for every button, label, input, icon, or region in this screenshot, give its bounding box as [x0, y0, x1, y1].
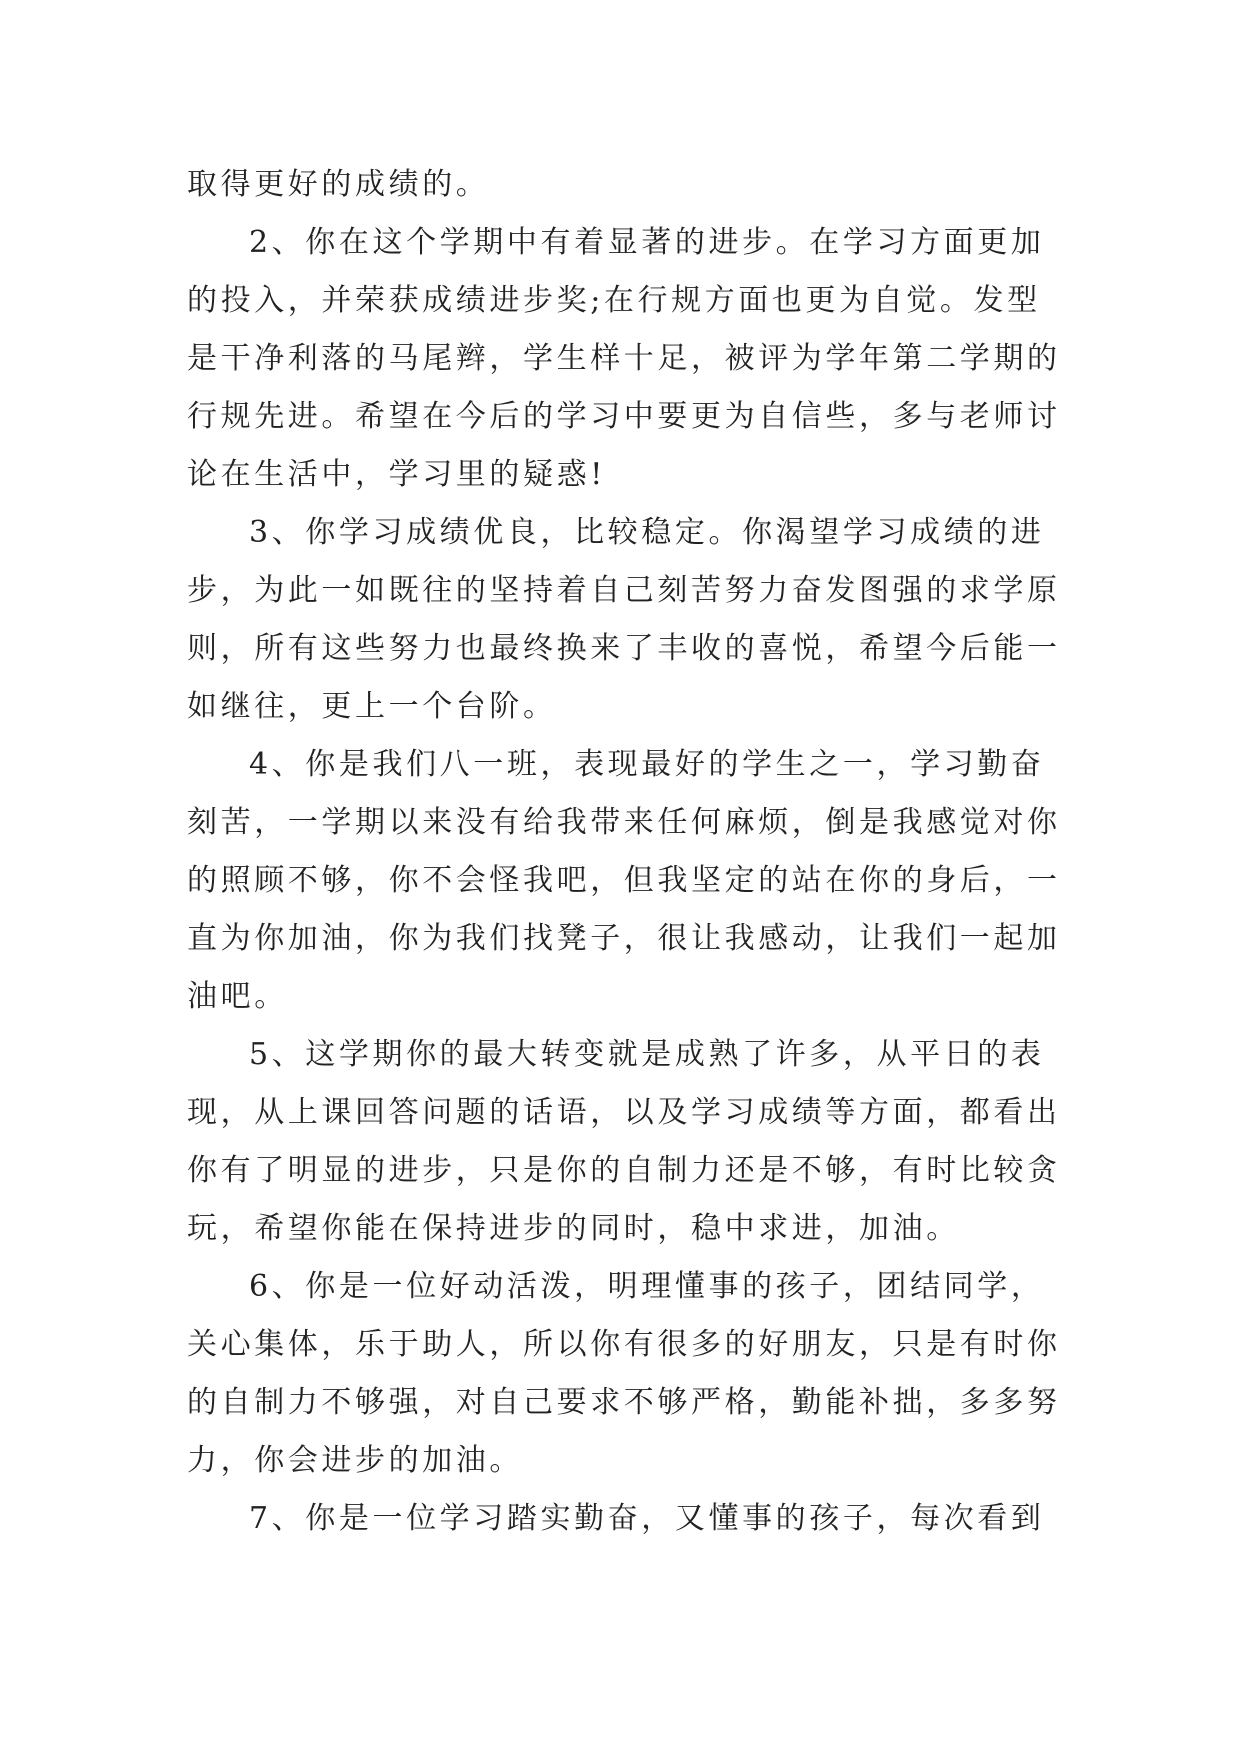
text-line: 的自制力不够强，对自己要求不够严格，勤能补拙，多多努 — [187, 1385, 1061, 1420]
text-line: 是干净利落的马尾辫，学生样十足，被评为学年第二学期的 — [187, 341, 1061, 376]
text-line: 取得更好的成绩的。 — [187, 167, 490, 202]
text-line: 刻苦，一学期以来没有给我带来任何麻烦，倒是我感觉对你 — [187, 805, 1061, 840]
paragraph-4-line: 4、你是我们八一班，表现最好的学生之一，学习勤奋 — [249, 747, 1045, 782]
text-line: 关心集体，乐于助人，所以你有很多的好朋友，只是有时你 — [187, 1327, 1061, 1362]
text-line: 的投入，并荣获成绩进步奖;在行规方面也更为自觉。发型 — [187, 283, 1041, 318]
document-body — [187, 156, 1061, 1548]
text-line: 步，为此一如既往的坚持着自己刻苦努力奋发图强的求学原 — [187, 573, 1061, 608]
text-line: 如继往，更上一个台阶。 — [187, 689, 557, 724]
paragraph-2-line: 2、你在这个学期中有着显著的进步。在学习方面更加 — [249, 225, 1045, 260]
text-line: 现，从上课回答问题的话语，以及学习成绩等方面，都看出 — [187, 1095, 1061, 1130]
paragraph-6-line: 6、你是一位好动活泼，明理懂事的孩子，团结同学， — [249, 1269, 1045, 1304]
text-line: 力，你会进步的加油。 — [187, 1443, 523, 1478]
paragraph-7-line: 7、你是一位学习踏实勤奋，又懂事的孩子，每次看到 — [249, 1501, 1045, 1536]
text-line: 的照顾不够，你不会怪我吧，但我坚定的站在你的身后，一 — [187, 863, 1061, 898]
text-line: 则，所有这些努力也最终换来了丰收的喜悦，希望今后能一 — [187, 631, 1061, 666]
text-line: 直为你加油，你为我们找凳子，很让我感动，让我们一起加 — [187, 921, 1061, 956]
text-line: 玩，希望你能在保持进步的同时，稳中求进，加油。 — [187, 1211, 960, 1246]
paragraph-3-line: 3、你学习成绩优良，比较稳定。你渴望学习成绩的进 — [249, 515, 1045, 550]
text-line: 你有了明显的进步，只是你的自制力还是不够，有时比较贪 — [187, 1153, 1061, 1188]
paragraph-5-line: 5、这学期你的最大转变就是成熟了许多，从平日的表 — [249, 1037, 1045, 1072]
text-line: 油吧。 — [187, 979, 288, 1014]
text-line: 论在生活中，学习里的疑惑! — [187, 457, 606, 492]
text-line: 行规先进。希望在今后的学习中要更为自信些，多与老师讨 — [187, 399, 1061, 434]
